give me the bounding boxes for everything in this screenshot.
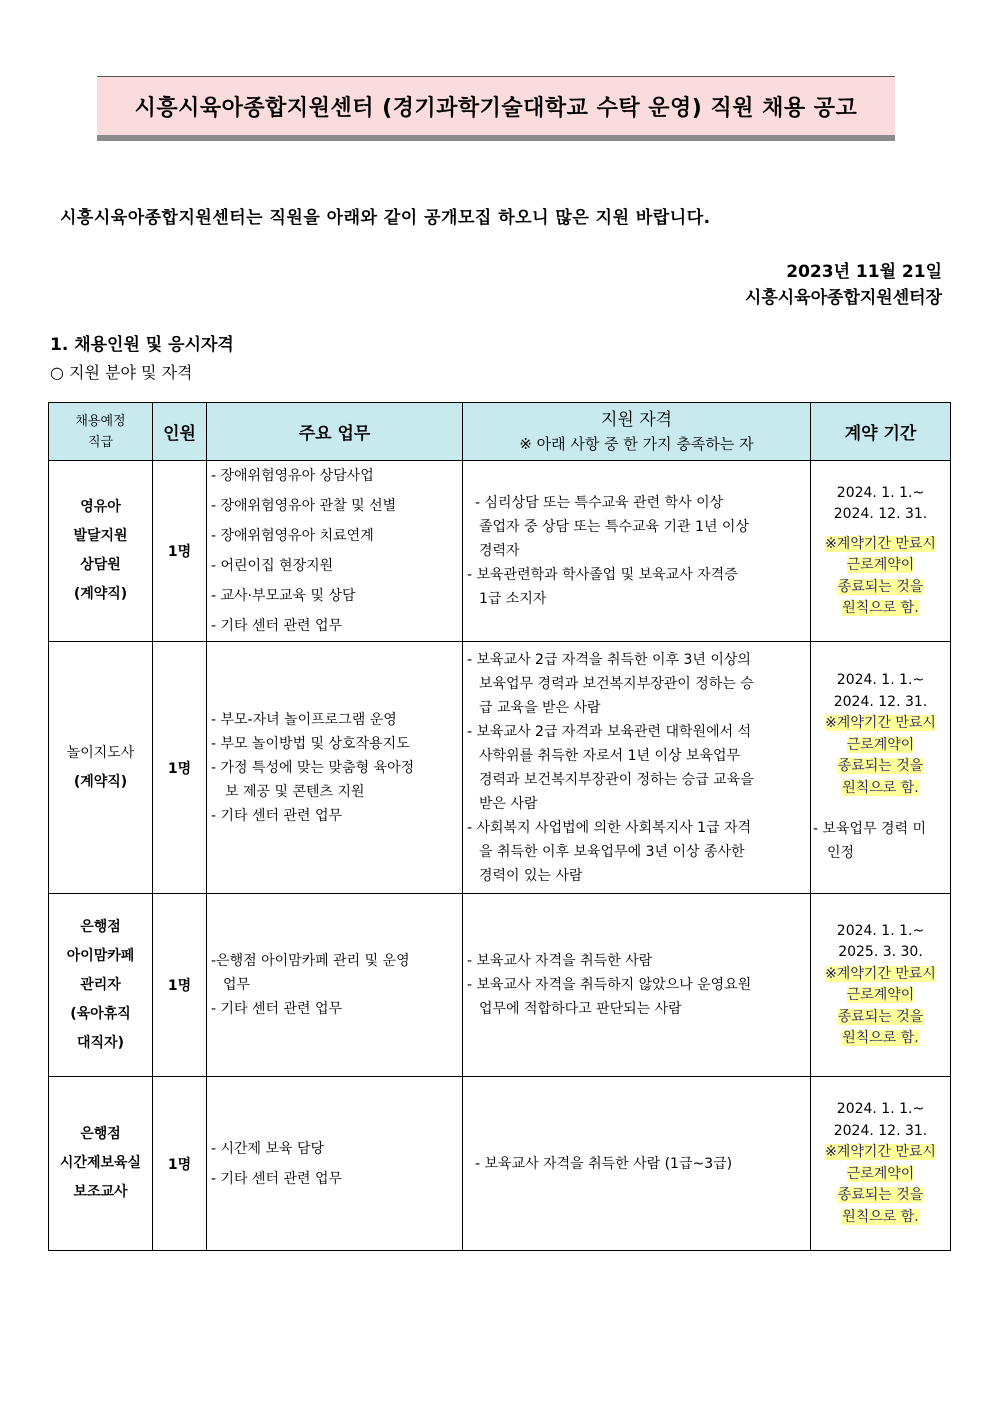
duty-item: - 장애위험영유아 치료연계 (211, 528, 374, 544)
header-grade-line1: 채용예정 (75, 413, 126, 429)
header-grade (49, 403, 153, 461)
page-title: 시흥시육아종합지원센터 (경기과학기술대학교 수탁 운영) 직원 채용 공고 (134, 95, 858, 121)
duty-item: - 어린이집 현장지원 (211, 558, 334, 574)
contract-note: 원칙으로 함. (842, 779, 919, 796)
count-cell: 1명 (153, 642, 207, 894)
qual-line: 보육업무 경력과 보건복지부장관이 정하는 승 (479, 675, 754, 692)
experience-note: - 보육업무 경력 미 (813, 821, 927, 837)
count-cell: 1명 (153, 461, 207, 642)
period-end: 2024. 12. 31. (833, 693, 928, 710)
qual-line: - 보육교사 자격을 취득하지 않았으나 운영요원 (467, 977, 752, 993)
duties-cell (207, 1077, 463, 1251)
grade-line: 관리자 (80, 976, 121, 993)
table-row (49, 461, 951, 642)
grade-line: 상담원 (80, 557, 121, 573)
header-grade-line2: 직급 (87, 434, 114, 450)
duty-item: 업무 (223, 977, 251, 993)
contract-note: 종료되는 것을 (837, 578, 924, 595)
contract-note: 원칙으로 함. (842, 1030, 919, 1046)
grade-line: 발달지원 (73, 528, 128, 544)
contract-note: 종료되는 것을 (837, 1008, 924, 1025)
duty-item: - 기타 센터 관련 업무 (211, 618, 343, 634)
qual-line: 졸업자 중 상담 또는 특수교육 기관 1년 이상 (479, 519, 749, 535)
contract-note: 종료되는 것을 (837, 1187, 924, 1203)
grade-line: 아이맘카페 (66, 947, 135, 964)
header-qual-line1: 지원 자격 (600, 409, 673, 430)
grade-line: 보조교사 (73, 1184, 128, 1200)
duty-item: - 가정 특성에 맞는 맞춤형 육아정 (211, 759, 415, 776)
experience-note: 인정 (827, 845, 855, 861)
header-duties-label: 주요 업무 (298, 424, 371, 444)
grade-line: (계약직) (73, 773, 128, 790)
issuer-name: 시흥시육아종합지원센터장 (744, 288, 942, 308)
qual-line: 을 취득한 이후 보육업무에 3년 이상 종사한 (479, 843, 745, 860)
period-start: 2024. 1. 1.~ (836, 672, 925, 688)
qualification-cell (463, 1077, 811, 1251)
period-end: 2024. 12. 31. (833, 1122, 928, 1139)
header-qualification (463, 403, 811, 461)
recruitment-table (48, 402, 951, 1251)
qual-line: 경력자 (479, 543, 520, 559)
qual-line: - 보육교사 2급 자격을 취득한 이후 3년 이상의 (467, 651, 751, 668)
duties-cell (207, 642, 463, 894)
duty-item: - 교사·부모교육 및 상담 (211, 588, 356, 604)
contract-note: 원칙으로 함. (842, 1208, 919, 1225)
period-end: 2024. 12. 31. (833, 506, 928, 522)
duties-cell (207, 894, 463, 1077)
period-start: 2024. 1. 1.~ (836, 484, 925, 501)
contract-note: 근로계약이 (846, 557, 915, 573)
qual-line: 업무에 적합하다고 판단되는 사람 (479, 1001, 682, 1017)
grade-cell (49, 461, 153, 642)
qualification-cell (463, 642, 811, 894)
subsection-heading: ○ 지원 분야 및 자격 (50, 363, 193, 382)
qual-line: 경력과 보건복지부장관이 정하는 승급 교육을 (479, 771, 754, 788)
qual-line: - 보육교사 자격을 취득한 사람 (1급~3급) (475, 1155, 733, 1172)
grade-line: (육아휴직 (70, 1005, 131, 1022)
count-cell: 1명 (153, 1077, 207, 1251)
grade-line: 은행점 (80, 1126, 121, 1142)
duty-item: - 시간제 보육 담당 (211, 1140, 325, 1157)
table-row (49, 642, 951, 894)
qual-line: - 심리상담 또는 특수교육 관련 학사 이상 (475, 495, 724, 511)
contract-note: 근로계약이 (846, 987, 915, 1003)
grade-line: (계약직) (73, 586, 128, 602)
duty-item: - 기타 센터 관련 업무 (211, 1001, 343, 1017)
grade-cell (49, 1077, 153, 1251)
header-count (153, 403, 207, 461)
grade-line: 대직자) (77, 1034, 124, 1051)
qual-line: 받은 사람 (479, 795, 538, 812)
header-count-label: 인원 (163, 424, 196, 444)
period-start: 2024. 1. 1.~ (836, 922, 925, 939)
grade-line: 은행점 (80, 918, 121, 935)
contract-note: 종료되는 것을 (837, 758, 924, 774)
period-cell (811, 1077, 951, 1251)
table-row (49, 1077, 951, 1251)
contract-note: ※계약기간 만료시 (825, 535, 936, 552)
header-period-label: 계약 기간 (844, 424, 917, 444)
contract-note: 원칙으로 함. (842, 600, 919, 616)
period-cell (811, 461, 951, 642)
qual-line: - 사회복지 사업법에 의한 사회복지사 1급 자격 (467, 819, 752, 836)
period-cell (811, 894, 951, 1077)
qual-line: 1급 소지자 (479, 591, 547, 607)
qualification-cell (463, 894, 811, 1077)
grade-line: 영유아 (80, 499, 121, 515)
header-qual-line2: ※ 아래 사항 중 한 가지 충족하는 자 (519, 434, 754, 453)
table-header-row (49, 403, 951, 461)
grade-cell (49, 642, 153, 894)
qual-line: 급 교육을 받은 사람 (479, 699, 601, 716)
contract-note: 근로계약이 (846, 1165, 915, 1182)
qual-line: - 보육교사 2급 자격과 보육관련 대학원에서 석 (467, 723, 752, 740)
qual-line: - 보육교사 자격을 취득한 사람 (467, 953, 653, 969)
period-end: 2025. 3. 30. (838, 944, 923, 960)
qual-line: 경력이 있는 사람 (479, 867, 583, 884)
intro-text: 시흥시육아종합지원센터는 직원을 아래와 같이 공개모집 하오니 많은 지원 바랍니다. (60, 208, 711, 228)
header-duties (207, 403, 463, 461)
qual-line: - 보육관련학과 학사졸업 및 보육교사 자격증 (467, 567, 738, 583)
grade-line: 놀이지도사 (66, 744, 135, 761)
announcement-date: 2023년 11월 21일 (786, 262, 942, 282)
duty-item: 보 제공 및 콘텐츠 지원 (225, 783, 365, 800)
grade-line: 시간제보육실 (59, 1155, 142, 1171)
period-start: 2024. 1. 1.~ (836, 1101, 925, 1117)
duties-cell (207, 461, 463, 642)
header-period (811, 403, 951, 461)
contract-note: ※계약기간 만료시 (825, 1144, 936, 1160)
period-cell (811, 642, 951, 894)
count-cell: 1명 (153, 894, 207, 1077)
duty-item: - 부모-자녀 놀이프로그램 운영 (211, 711, 397, 728)
duty-item: -은행점 아이맘카페 관리 및 운영 (211, 953, 410, 969)
duty-item: - 장애위험영유아 관찰 및 선별 (211, 498, 397, 514)
qualification-cell (463, 461, 811, 642)
duty-item: - 장애위험영유아 상담사업 (211, 468, 374, 484)
title-banner (97, 76, 895, 141)
duty-item: - 기타 센터 관련 업무 (211, 807, 343, 824)
duty-item: - 기타 센터 관련 업무 (211, 1170, 343, 1187)
contract-note: ※계약기간 만료시 (825, 715, 936, 731)
table-row (49, 894, 951, 1077)
section-heading: 1. 채용인원 및 응시자격 (50, 335, 234, 355)
grade-cell (49, 894, 153, 1077)
duty-item: - 부모 놀이방법 및 상호작용지도 (211, 735, 410, 752)
contract-note: ※계약기간 만료시 (825, 965, 936, 982)
contract-note: 근로계약이 (846, 736, 915, 753)
qual-line: 사학위를 취득한 자로서 1년 이상 보육업무 (479, 747, 741, 764)
